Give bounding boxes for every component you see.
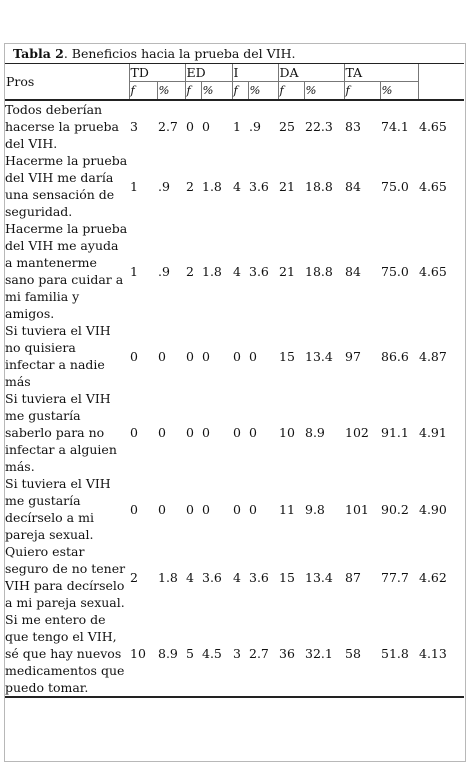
row-value: 3.6 <box>202 569 222 585</box>
row-mean: 4.91 <box>419 425 447 440</box>
table-row <box>5 611 464 697</box>
row-value: 83 <box>345 119 361 134</box>
row-value: 84 <box>345 263 361 279</box>
row-value: 0 <box>130 348 138 364</box>
row-value: 5 <box>185 611 201 697</box>
row-mean: 4.65 <box>419 178 447 194</box>
row-value: 25 <box>279 119 295 134</box>
row-value: 3.6 <box>249 569 269 585</box>
row-value: 2 <box>186 178 194 194</box>
row-value: 0 <box>158 425 166 440</box>
table-row <box>5 322 464 390</box>
row-value: 18.8 <box>305 263 333 279</box>
row-value: 3 <box>130 119 138 134</box>
header-group-ta: TA <box>344 64 418 82</box>
row-value: 91.1 <box>381 425 409 440</box>
table-caption-row <box>5 45 464 64</box>
row-value: 0 <box>202 348 210 364</box>
row-value: 21 <box>279 263 295 279</box>
benefits-table <box>5 45 464 698</box>
header-sub-f: f <box>185 82 201 101</box>
row-value: 0 <box>158 348 166 364</box>
row-value: 3.6 <box>249 178 269 194</box>
row-value: 1 <box>130 263 138 279</box>
row-value: .9 <box>249 119 261 134</box>
row-value: 15 <box>279 569 295 585</box>
caption-label: Tabla 2 <box>13 46 64 61</box>
row-value: 11 <box>279 501 295 517</box>
row-statement: Si tuviera el VIH no quisiera infectar a nadie más <box>5 323 111 389</box>
row-value: 1 <box>233 119 241 134</box>
row-statement: Todos deberían hacerse la prueba del VIH. <box>5 102 119 151</box>
row-statement: Quiero estar seguro de no tener VIH para decírselo a mi pareja sexual. <box>5 544 126 610</box>
row-value: 86.6 <box>381 348 409 364</box>
row-mean: 4.62 <box>419 569 447 585</box>
table-row <box>5 152 464 220</box>
row-value: 0 <box>202 425 210 440</box>
row-value: 32.1 <box>304 611 344 697</box>
row-value: 8.9 <box>305 425 325 440</box>
header-sub-f: f <box>129 82 157 101</box>
row-value: 75.0 <box>381 263 409 279</box>
row-value: 0 <box>186 119 194 134</box>
row-value: 87 <box>345 569 361 585</box>
row-value: 22.3 <box>305 119 333 134</box>
row-value: 0 <box>249 501 257 517</box>
row-value: 3.6 <box>249 263 269 279</box>
row-value: .9 <box>158 178 170 194</box>
row-value: 4 <box>233 569 241 585</box>
row-value: 101 <box>345 501 369 517</box>
row-value: 1.8 <box>158 569 178 585</box>
row-mean: 4.13 <box>418 611 464 697</box>
header-group-ed: ED <box>185 64 232 82</box>
table-row <box>5 390 464 475</box>
row-value: .9 <box>158 263 170 279</box>
row-value: 9.8 <box>305 501 325 517</box>
row-value: 0 <box>186 501 194 517</box>
row-mean: 4.65 <box>419 263 447 279</box>
table-row <box>5 220 464 322</box>
header-sub-pct: % <box>248 82 278 101</box>
row-value: 10 <box>129 611 157 697</box>
row-value: 0 <box>233 501 241 517</box>
row-value: 0 <box>202 119 210 134</box>
row-value: 0 <box>202 501 210 517</box>
row-value: 2.7 <box>248 611 278 697</box>
row-value: 1 <box>130 178 138 194</box>
row-statement: Hacerme la prueba del VIH me ayuda a mantenerme sano para cuidar a mi familia y amigos. <box>5 221 128 321</box>
row-value: 58 <box>344 611 380 697</box>
row-statement: Hacerme la prueba del VIH me daría una sensación de seguridad. <box>5 153 128 219</box>
row-value: 10 <box>279 425 295 440</box>
row-value: 13.4 <box>305 569 333 585</box>
row-value: 97 <box>345 348 361 364</box>
row-value: 2 <box>130 569 138 585</box>
header-sub-pct: % <box>380 82 418 101</box>
row-value: 21 <box>279 178 295 194</box>
row-value: 15 <box>279 348 295 364</box>
row-value: 74.1 <box>381 119 409 134</box>
header-sub-f: f <box>278 82 304 101</box>
header-pros: Pros <box>5 64 129 101</box>
row-statement: Si tuviera el VIH me gustaría decírselo a mi pareja sexual. <box>5 476 111 542</box>
row-value: 4.5 <box>201 611 232 697</box>
header-sub-f: f <box>344 82 380 101</box>
row-value: 102 <box>345 425 369 440</box>
table-row <box>5 100 464 152</box>
row-statement: Si tuviera el VIH me gustaría saberlo para no infectar a alguien más. <box>5 391 117 474</box>
row-value: 8.9 <box>157 611 185 697</box>
header-group-da: DA <box>278 64 344 82</box>
row-value: 0 <box>233 425 241 440</box>
header-sub-pct: % <box>304 82 344 101</box>
table-row <box>5 475 464 543</box>
row-value: 0 <box>130 501 138 517</box>
row-value: 0 <box>249 425 257 440</box>
row-mean: 4.90 <box>419 501 447 517</box>
header-group-i: I <box>232 64 278 82</box>
row-statement: Si me entero de que tengo el VIH, sé que hay nuevos medicamentos que puedo tomar. <box>5 611 129 697</box>
row-value: 4 <box>233 263 241 279</box>
row-mean: 4.87 <box>419 348 447 364</box>
caption-text: . Beneficios hacia la prueba del VIH. <box>63 46 296 61</box>
row-mean: 4.65 <box>419 119 447 134</box>
row-value: 0 <box>130 425 138 440</box>
row-value: 36 <box>278 611 304 697</box>
row-value: 75.0 <box>381 178 409 194</box>
row-value: 4 <box>186 569 194 585</box>
header-sub-f: f <box>232 82 248 101</box>
row-value: 0 <box>233 348 241 364</box>
row-value: 51.8 <box>380 611 418 697</box>
header-sub-pct: % <box>201 82 232 101</box>
row-value: 0 <box>249 348 257 364</box>
row-value: 1.8 <box>202 178 222 194</box>
header-row-groups <box>5 64 464 82</box>
row-value: 0 <box>186 425 194 440</box>
table-row <box>5 543 464 611</box>
header-group-td: TD <box>129 64 185 82</box>
row-value: 90.2 <box>381 501 409 517</box>
row-value: 18.8 <box>305 178 333 194</box>
row-value: 3 <box>232 611 248 697</box>
row-value: 13.4 <box>305 348 333 364</box>
row-value: 1.8 <box>202 263 222 279</box>
row-value: 2.7 <box>158 119 178 134</box>
row-value: 0 <box>158 501 166 517</box>
row-value: 4 <box>233 178 241 194</box>
row-value: 0 <box>186 348 194 364</box>
row-value: 77.7 <box>381 569 409 585</box>
row-value: 84 <box>345 178 361 194</box>
row-value: 2 <box>186 263 194 279</box>
table-caption <box>5 45 464 64</box>
header-mean <box>418 64 464 101</box>
header-sub-pct: % <box>157 82 185 101</box>
